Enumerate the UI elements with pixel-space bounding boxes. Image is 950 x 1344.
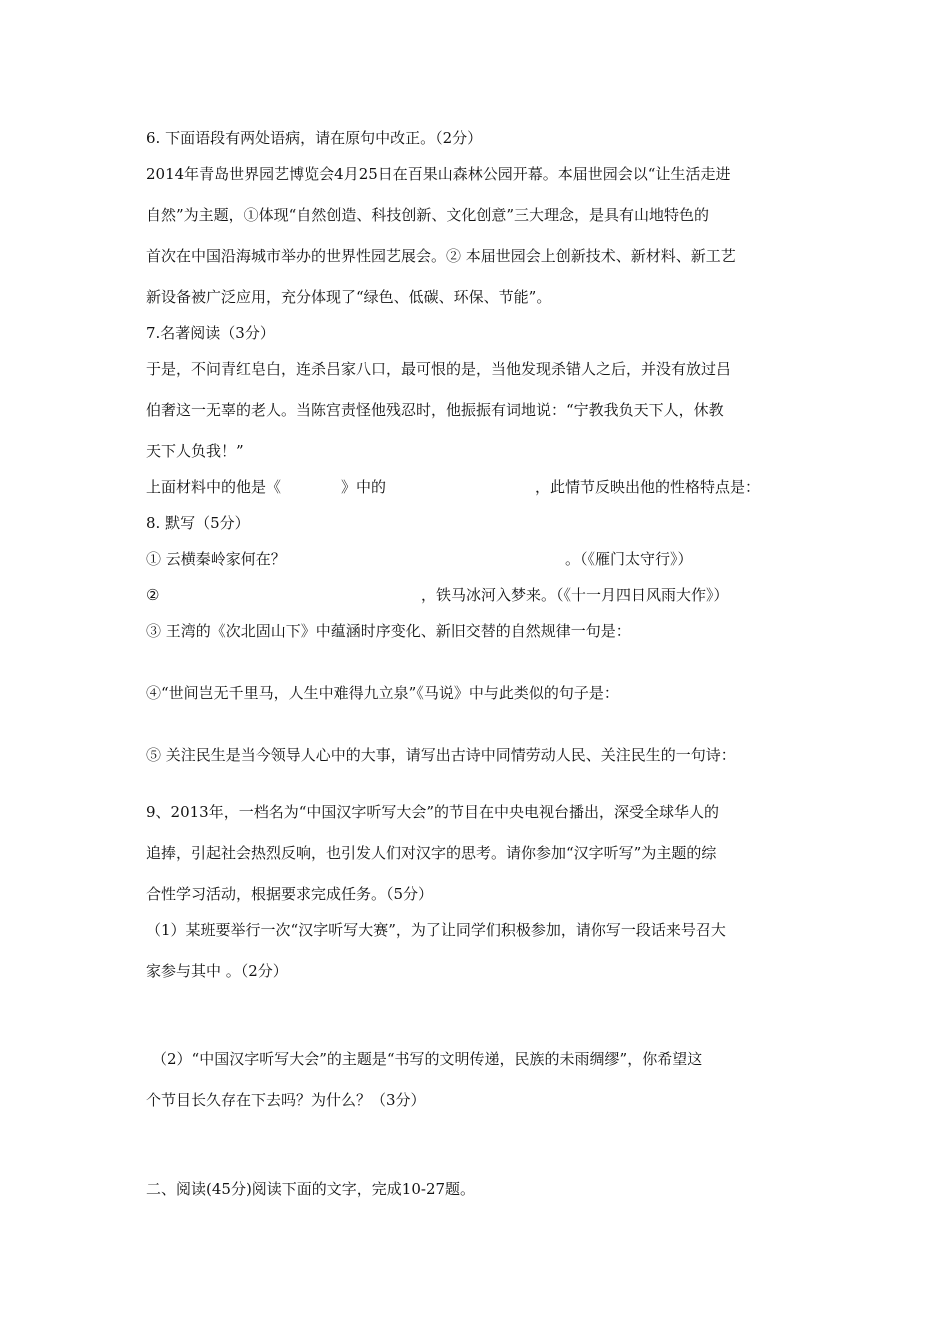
q8-item-3: ③ 王湾的《次北固山下》中蕴涵时序变化、新旧交替的自然规律一句是： xyxy=(146,622,631,640)
q8-item-4: ④“世间岂无千里马，人生中难得九立泉”《马说》中与此类似的句子是： xyxy=(146,684,619,702)
section-2-title: 二、阅读(45分)阅读下面的文字，完成10-27题。 xyxy=(146,1180,476,1198)
q7-title: 7.名著阅读（3分） xyxy=(146,324,275,342)
q6-line-1: 2014年青岛世界园艺博览会4月25日在百果山森林公园开幕。本届世园会以“让生活走进 xyxy=(146,165,731,183)
q7-question-part-3: ，此情节反映出他的性格特点是： xyxy=(535,478,761,496)
q7-question-part-2: 》中的 xyxy=(341,478,387,496)
q8-item-1-text: ① 云横秦岭家何在？ xyxy=(146,550,286,568)
q8-item-2-text: ，铁马冰河入梦来。（《十一月四日风雨大作》） xyxy=(421,586,729,604)
q9-sub2-line-2: 个节目长久存在下去吗？为什么？（3分） xyxy=(146,1091,426,1109)
q6-title: 6. 下面语段有两处语病，请在原句中改正。（2分） xyxy=(146,129,483,147)
q8-item-1-source: 。（《雁门太守行》） xyxy=(565,550,693,568)
q7-line-1: 于是，不问青红皂白，连杀吕家八口，最可恨的是，当他发现杀错人之后，并没有放过吕 xyxy=(146,360,732,378)
q7-question-part-1: 上面材料中的他是《 xyxy=(146,478,282,496)
q9-sub1-line-2: 家参与其中 。（2分） xyxy=(146,962,288,980)
q9-line-3: 合性学习活动，根据要求完成任务。（5分） xyxy=(146,885,434,903)
q8-title: 8. 默写（5分） xyxy=(146,514,250,532)
q9-sub1-line-1: （1）某班要举行一次“汉字听写大赛”，为了让同学们积极参加，请你写一段话来号召大 xyxy=(146,921,726,939)
q6-line-2: 自然”为主题，①体现“自然创造、科技创新、文化创意”三大理念，是具有山地特色的 xyxy=(146,206,710,224)
q8-item-2-marker: ② xyxy=(146,586,160,604)
q6-line-3: 首次在中国沿海城市举办的世界性园艺展会。② 本届世园会上创新技术、新材料、新工艺 xyxy=(146,247,736,265)
q8-item-5: ⑤ 关注民生是当今领导人心中的大事，请写出古诗中同情劳动人民、关注民生的一句诗： xyxy=(146,746,736,764)
q7-line-2: 伯奢这一无辜的老人。当陈宫责怪他残忍时，他振振有词地说：“宁教我负天下人，休教 xyxy=(146,401,724,419)
q6-line-4: 新设备被广泛应用，充分体现了“绿色、低碳、环保、节能”。 xyxy=(146,288,552,306)
q7-line-3: 天下人负我！” xyxy=(146,442,244,460)
q9-line-2: 追捧，引起社会热烈反响，也引发人们对汉字的思考。请你参加“汉字听写”为主题的综 xyxy=(146,844,717,862)
q9-line-1: 9、2013年，一档名为“中国汉字听写大会”的节目在中央电视台播出，深受全球华人的 xyxy=(146,803,720,821)
q9-sub2-line-1: （2）“中国汉字听写大会”的主题是“书写的文明传递，民族的未雨绸缪”，你希望这 xyxy=(152,1050,703,1068)
